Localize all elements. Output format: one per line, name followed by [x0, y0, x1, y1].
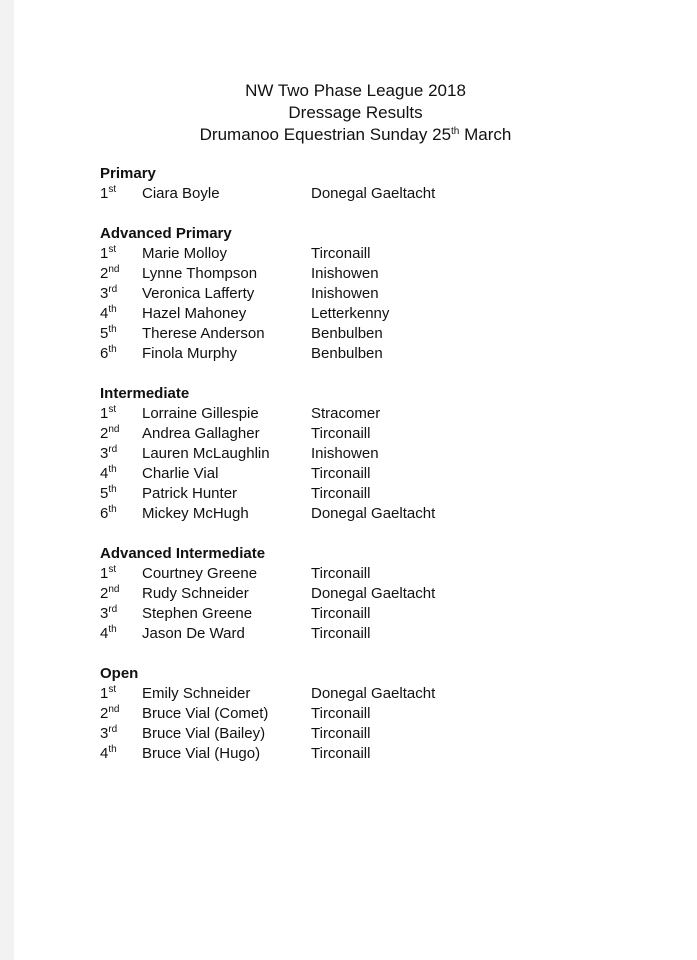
rider-name: Jason De Ward: [142, 625, 245, 642]
section-title: Advanced Primary: [100, 225, 232, 242]
result-row: [100, 284, 620, 304]
placing-number: 5: [100, 485, 109, 502]
placing-suffix: th: [108, 344, 117, 355]
rider-name: Lynne Thompson: [142, 265, 258, 282]
result-row: [100, 564, 620, 584]
club-name: Tirconaill: [311, 425, 371, 442]
result-row: [100, 444, 620, 464]
placing: [100, 484, 140, 504]
placing-number: 2: [100, 425, 109, 442]
placing: [100, 564, 140, 584]
rider-name: Therese Anderson: [142, 325, 265, 342]
placing-number: 4: [100, 305, 109, 322]
date-suffix: th: [451, 126, 460, 137]
results-section: [100, 224, 620, 364]
rider-name: Bruce Vial (Comet): [142, 705, 269, 722]
results-section: [100, 544, 620, 644]
rider-name: Rudy Schneider: [142, 585, 249, 602]
placing-suffix: st: [108, 684, 117, 695]
club-name: Tirconaill: [311, 745, 371, 762]
placing-number: 2: [100, 265, 109, 282]
placing-suffix: rd: [108, 604, 118, 615]
placing: [100, 584, 140, 604]
placing-suffix: st: [108, 404, 117, 415]
rider-name: Bruce Vial (Bailey): [142, 725, 266, 742]
club-name: Inishowen: [311, 265, 379, 282]
placing-suffix: rd: [108, 284, 118, 295]
rider-name: Lorraine Gillespie: [142, 405, 259, 422]
result-row: [100, 604, 620, 624]
placing-suffix: rd: [108, 724, 118, 735]
event-line: [14, 124, 697, 146]
club-name: Inishowen: [311, 445, 379, 462]
placing-suffix: th: [108, 504, 117, 515]
placing: [100, 724, 140, 744]
section-title: Advanced Intermediate: [100, 545, 266, 562]
results-section: [100, 164, 620, 204]
result-row: [100, 184, 620, 204]
placing-number: 4: [100, 625, 109, 642]
placing-number: 5: [100, 325, 109, 342]
placing-suffix: nd: [108, 424, 120, 435]
placing: [100, 424, 140, 444]
results-section: [100, 664, 620, 764]
placing-suffix: th: [108, 484, 117, 495]
club-name: Donegal Gaeltacht: [311, 685, 436, 702]
rider-name: Charlie Vial: [142, 465, 219, 482]
placing-suffix: th: [108, 324, 117, 335]
result-row: [100, 424, 620, 444]
placing: [100, 684, 140, 704]
rider-name: Patrick Hunter: [142, 485, 238, 502]
club-name: Donegal Gaeltacht: [311, 585, 436, 602]
placing: [100, 324, 140, 344]
rider-name: Andrea Gallagher: [142, 425, 260, 442]
document-header: [14, 80, 697, 146]
placing: [100, 284, 140, 304]
placing-suffix: nd: [108, 584, 120, 595]
placing-number: 3: [100, 605, 109, 622]
result-row: [100, 684, 620, 704]
placing-number: 2: [100, 705, 109, 722]
rider-name: Finola Murphy: [142, 345, 238, 362]
placing: [100, 704, 140, 724]
placing-number: 3: [100, 285, 109, 302]
section-title: Intermediate: [100, 385, 190, 402]
result-row: [100, 724, 620, 744]
rider-name: Courtney Greene: [142, 565, 258, 582]
placing-suffix: rd: [108, 444, 118, 455]
club-name: Tirconaill: [311, 725, 371, 742]
result-row: [100, 304, 620, 324]
club-name: Benbulben: [311, 325, 383, 342]
club-name: Stracomer: [311, 405, 381, 422]
result-row: [100, 484, 620, 504]
result-row: [100, 744, 620, 764]
placing: [100, 444, 140, 464]
league-title: NW Two Phase League 2018: [245, 81, 466, 100]
placing-number: 4: [100, 465, 109, 482]
placing-number: 1: [100, 685, 109, 702]
placing-number: 1: [100, 405, 109, 422]
result-row: [100, 584, 620, 604]
result-row: [100, 504, 620, 524]
club-name: Tirconaill: [311, 565, 371, 582]
placing: [100, 264, 140, 284]
placing-number: 6: [100, 345, 109, 362]
club-name: Tirconaill: [311, 625, 371, 642]
rider-name: Lauren McLaughlin: [142, 445, 270, 462]
result-row: [100, 264, 620, 284]
club-name: Inishowen: [311, 285, 379, 302]
placing-suffix: th: [108, 624, 117, 635]
placing: [100, 184, 140, 204]
results-list: [100, 164, 620, 784]
placing-suffix: nd: [108, 264, 120, 275]
placing-number: 1: [100, 565, 109, 582]
rider-name: Veronica Lafferty: [142, 285, 255, 302]
placing-number: 1: [100, 185, 109, 202]
club-name: Tirconaill: [311, 485, 371, 502]
event-month: March: [459, 125, 512, 144]
placing-number: 2: [100, 585, 109, 602]
club-name: Donegal Gaeltacht: [311, 185, 436, 202]
placing: [100, 744, 140, 764]
club-name: Donegal Gaeltacht: [311, 505, 436, 522]
placing-number: 6: [100, 505, 109, 522]
rider-name: Bruce Vial (Hugo): [142, 745, 261, 762]
placing-suffix: th: [108, 744, 117, 755]
result-row: [100, 464, 620, 484]
club-name: Letterkenny: [311, 305, 390, 322]
placing: [100, 304, 140, 324]
placing-number: 3: [100, 445, 109, 462]
placing: [100, 404, 140, 424]
placing: [100, 624, 140, 644]
club-name: Tirconaill: [311, 605, 371, 622]
result-row: [100, 704, 620, 724]
rider-name: Mickey McHugh: [142, 505, 249, 522]
event-name-date: Drumanoo Equestrian Sunday 25: [199, 125, 452, 144]
placing: [100, 504, 140, 524]
placing-suffix: st: [108, 184, 117, 195]
results-section: [100, 384, 620, 524]
rider-name: Hazel Mahoney: [142, 305, 247, 322]
placing-suffix: th: [108, 304, 117, 315]
rider-name: Emily Schneider: [142, 685, 251, 702]
placing-number: 4: [100, 745, 109, 762]
rider-name: Stephen Greene: [142, 605, 253, 622]
placing-number: 3: [100, 725, 109, 742]
section-title: Open: [100, 665, 139, 682]
club-name: Tirconaill: [311, 705, 371, 722]
placing-suffix: st: [108, 564, 117, 575]
result-row: [100, 624, 620, 644]
section-title: Primary: [100, 165, 156, 182]
page-edge-margin: [0, 0, 14, 960]
club-name: Benbulben: [311, 345, 383, 362]
result-row: [100, 244, 620, 264]
placing: [100, 604, 140, 624]
club-name: Tirconaill: [311, 465, 371, 482]
placing-suffix: th: [108, 464, 117, 475]
result-row: [100, 324, 620, 344]
placing-suffix: nd: [108, 704, 120, 715]
placing: [100, 464, 140, 484]
result-row: [100, 344, 620, 364]
placing-suffix: st: [108, 244, 117, 255]
placing: [100, 244, 140, 264]
rider-name: Ciara Boyle: [142, 185, 220, 202]
placing-number: 1: [100, 245, 109, 262]
club-name: Tirconaill: [311, 245, 371, 262]
document-page: [14, 0, 697, 960]
placing: [100, 344, 140, 364]
result-row: [100, 404, 620, 424]
results-subtitle: Dressage Results: [288, 103, 423, 122]
rider-name: Marie Molloy: [142, 245, 228, 262]
